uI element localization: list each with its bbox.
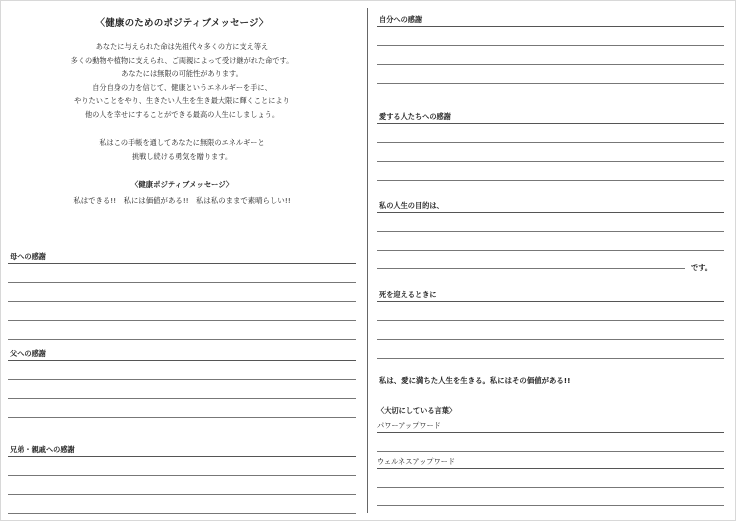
writing-line[interactable] <box>377 143 724 162</box>
writing-line[interactable] <box>377 433 724 452</box>
writing-line[interactable] <box>8 302 356 321</box>
mother-label: 母への感謝 <box>8 251 356 264</box>
siblings-label: 兄弟・親戚への感謝 <box>8 444 356 457</box>
message-line: 多くの動物や植物に支えられ、ご両親によって受け継がれた命です。 <box>70 55 294 65</box>
positive-title: 〈健康ポジティブメッセージ〉 <box>130 180 234 189</box>
message-line: 自分自身の力を信じて、健康というエネルギーを手に、 <box>92 82 272 92</box>
writing-line[interactable] <box>377 302 724 321</box>
writing-line[interactable] <box>377 46 724 65</box>
writing-line[interactable] <box>377 340 724 359</box>
words-section <box>377 405 724 506</box>
message-body-2 <box>8 136 356 163</box>
writing-line[interactable] <box>8 457 356 476</box>
father-section <box>8 348 356 418</box>
message-body <box>8 40 356 122</box>
power-label: パワーアップワード <box>377 420 724 433</box>
purpose-suffix: です。 <box>691 263 712 272</box>
writing-line[interactable] <box>8 264 356 283</box>
positive-text: 私はできる!! 私には価値がある!! 私は私のままで素晴らしい!! <box>73 196 291 205</box>
writing-line-segment[interactable] <box>377 268 685 269</box>
message-line: やりたいことをやり、生きたい人生を生き最大限に輝くことにより <box>74 96 290 106</box>
writing-line[interactable] <box>8 380 356 399</box>
death-label: 死を迎えるときに <box>377 289 724 302</box>
father-label: 父への感謝 <box>8 348 356 361</box>
writing-line[interactable] <box>377 232 724 251</box>
self-label: 自分への感謝 <box>377 14 724 27</box>
affirmation-statement: 私は、愛に満ちた人生を生きる。私にはその価値がある!! <box>379 376 571 385</box>
self-section <box>377 14 724 84</box>
message-line: あなたには無限の可能性があります。 <box>121 69 243 79</box>
wellness-label: ウェルネスアップワード <box>377 456 724 469</box>
center-divider <box>367 8 368 513</box>
message-line: 挑戦し続ける勇気を贈ります。 <box>131 151 233 161</box>
writing-line[interactable] <box>8 476 356 495</box>
writing-line[interactable] <box>377 124 724 143</box>
loved-label: 愛する人たちへの感謝 <box>377 111 724 124</box>
writing-line[interactable] <box>377 162 724 181</box>
writing-line[interactable] <box>377 488 724 506</box>
writing-line[interactable] <box>377 321 724 340</box>
writing-line[interactable] <box>377 213 724 232</box>
writing-line[interactable] <box>8 495 356 514</box>
message-line: 私はこの手帳を通してあなたに無限のエネルギーと <box>99 138 265 147</box>
message-line: 他の人を幸せにすることができる最高の人生にしましょう。 <box>84 109 280 119</box>
message-title: 〈健康のためのポジティブメッセージ〉 <box>95 18 269 29</box>
siblings-section <box>8 444 356 514</box>
writing-line[interactable] <box>8 283 356 302</box>
writing-line[interactable] <box>377 27 724 46</box>
message-line: あなたに与えられた命は先祖代々多くの方に支え等え <box>95 42 269 51</box>
writing-line[interactable] <box>377 65 724 84</box>
loved-section <box>377 111 724 181</box>
writing-line[interactable] <box>8 399 356 418</box>
death-section <box>377 289 724 359</box>
writing-line-final[interactable] <box>377 251 724 272</box>
writing-line[interactable] <box>377 469 724 488</box>
purpose-section <box>377 200 724 272</box>
writing-line[interactable] <box>8 321 356 340</box>
words-title: 〈大切にしている言葉〉 <box>377 406 457 415</box>
purpose-label: 私の人生の目的は、 <box>377 200 724 213</box>
mother-section <box>8 251 356 340</box>
writing-line[interactable] <box>8 361 356 380</box>
